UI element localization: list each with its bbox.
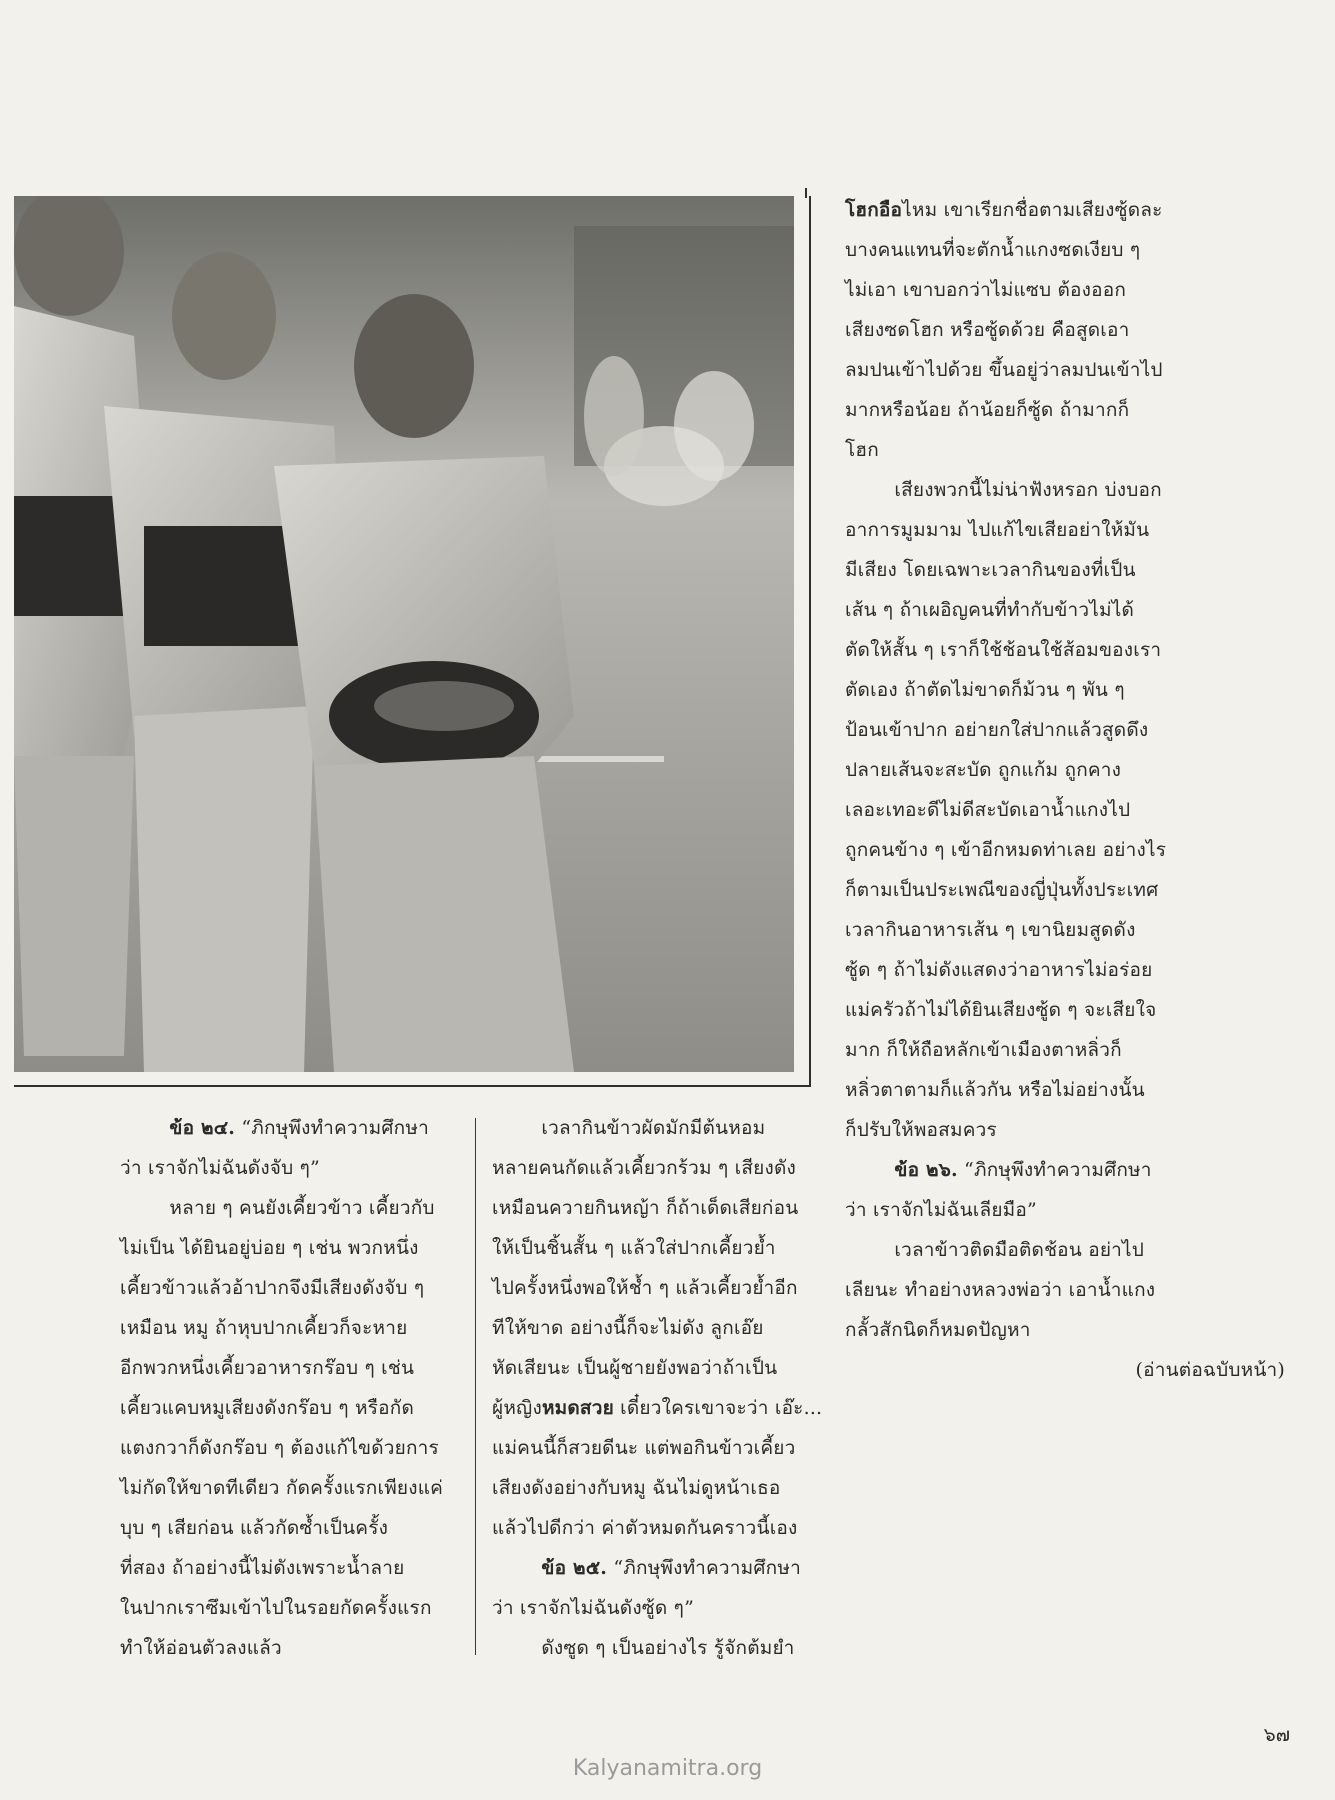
rule-26-heading-line bbox=[845, 1150, 1285, 1190]
frame-corner-rule bbox=[805, 188, 807, 198]
bold-term: หมดสวย bbox=[541, 1397, 614, 1419]
text-line: เสียงดังอย่างกับหมู ฉันไม่ดูหน้าเธอ bbox=[492, 1477, 781, 1499]
text-line bbox=[845, 190, 1285, 230]
photo-illustration-icon bbox=[14, 196, 794, 1072]
rule-26-heading: ข้อ ๒๖. bbox=[894, 1159, 958, 1181]
text-line: ไม่เป็น ได้ยินอยู่บ่อย ๆ เช่น พวกหนึ่ง bbox=[120, 1237, 419, 1259]
text-line: เหมือนควายกินหญ้า ก็ถ้าเด็ดเสียก่อน bbox=[492, 1197, 799, 1219]
text-line: เวลาข้าวติดมือติดช้อน อย่าไป bbox=[894, 1239, 1145, 1261]
text-line: ในปากเราซึมเข้าไปในรอยกัดครั้งแรก bbox=[120, 1597, 432, 1619]
text-line bbox=[492, 1388, 837, 1428]
text-line: ให้เป็นชิ้นสั้น ๆ แล้วใส่ปากเคี้ยวย้ำ bbox=[492, 1237, 776, 1259]
text-line: ไม่กัดให้ขาดทีเดียว กัดครั้งแรกเพียงแค่ bbox=[120, 1477, 444, 1499]
text-line: ป้อนเข้าปาก อย่ายกใส่ปากแล้วสูดดึง bbox=[845, 719, 1149, 741]
text-line: หลิ่วตาตามก็แล้วกัน หรือไม่อย่างนั้น bbox=[845, 1079, 1145, 1101]
text-line: หัดเสียนะ เป็นผู้ชายยังพอว่าถ้าเป็น bbox=[492, 1357, 778, 1379]
text-line: ดังซูด ๆ เป็นอย่างไร รู้จักต้มยำ bbox=[541, 1637, 795, 1659]
text-line: ทำให้อ่อนตัวลงแล้ว bbox=[120, 1637, 282, 1659]
text-line: เลียนะ ทำอย่างหลวงพ่อว่า เอาน้ำแกง bbox=[845, 1279, 1156, 1301]
text-line: เสียงพวกนี้ไม่น่าฟังหรอก บ่งบอก bbox=[894, 479, 1162, 501]
text-line: เลอะเทอะดีไม่ดีสะบัดเอาน้ำแกงไป bbox=[845, 799, 1131, 821]
text-line: ซู้ด ๆ ถ้าไม่ดังแสดงว่าอาหารไม่อร่อย bbox=[845, 959, 1153, 981]
text-line: หลายคนกัดแล้วเคี้ยวกร้วม ๆ เสียงดัง bbox=[492, 1157, 796, 1179]
text-line: ว่า เราจักไม่ฉันดังจับ ๆ” bbox=[120, 1157, 320, 1179]
text-line: ไม่เอา เขาบอกว่าไม่แซบ ต้องออก bbox=[845, 279, 1127, 301]
rule-25-heading: ข้อ ๒๕. bbox=[541, 1557, 608, 1579]
text-line: เหมือน หมู ถ้าหุบปากเคี้ยวก็จะหาย bbox=[120, 1317, 408, 1339]
text-line: ลมปนเข้าไปด้วย ขึ้นอยู่ว่าลมปนเข้าไป bbox=[845, 359, 1163, 381]
monks-alms-round-photo bbox=[14, 196, 794, 1072]
text-line: หลาย ๆ คนยังเคี้ยวข้าว เคี้ยวกับ bbox=[169, 1197, 435, 1219]
continued-note: (อ่านต่อฉบับหน้า) bbox=[1135, 1359, 1285, 1381]
text-line: แตงกวาก็ดังกร๊อบ ๆ ต้องแก้ไขด้วยการ bbox=[120, 1437, 439, 1459]
text-line: ไปครั้งหนึ่งพอให้ช้ำ ๆ แล้วเคี้ยวย้ำอีก bbox=[492, 1277, 798, 1299]
text-line: ที่สอง ถ้าอย่างนี้ไม่ดังเพราะน้ำลาย bbox=[120, 1557, 405, 1579]
rule-24-heading-line bbox=[120, 1108, 465, 1148]
rule-26-quote: “ภิกษุพึงทำความศึกษา bbox=[957, 1159, 1152, 1181]
text-line: เคี้ยวข้าวแล้วอ้าปากจึงมีเสียงดังจับ ๆ bbox=[120, 1277, 425, 1299]
column-divider bbox=[475, 1118, 476, 1655]
rule-25-heading-line bbox=[492, 1548, 837, 1588]
text-span: ผู้หญิง bbox=[492, 1397, 542, 1419]
page-number: ๖๗ bbox=[1263, 1724, 1290, 1746]
text-line: เคี้ยวแคบหมูเสียงดังกร๊อบ ๆ หรือกัด bbox=[120, 1397, 415, 1419]
left-column bbox=[120, 1108, 465, 1668]
rule-24-quote: “ภิกษุพึงทำความศึกษา bbox=[235, 1117, 429, 1139]
text-line: ว่า เราจักไม่ฉันเลียมือ” bbox=[845, 1199, 1037, 1221]
text-line: ปลายเส้นจะสะบัด ถูกแก้ม ถูกคาง bbox=[845, 759, 1122, 781]
text-line: โฮก bbox=[845, 439, 879, 461]
text-line: เวลากินข้าวผัดมักมีต้นหอม bbox=[541, 1117, 766, 1139]
text-line: แม่คนนี้ก็สวยดีนะ แต่พอกินข้าวเคี้ยว bbox=[492, 1437, 796, 1459]
text-line: เวลากินอาหารเส้น ๆ เขานิยมสูดดัง bbox=[845, 919, 1136, 941]
rule-25-quote: “ภิกษุพึงทำความศึกษา bbox=[607, 1557, 801, 1579]
text-line: เส้น ๆ ถ้าเผอิญคนที่ทำกับข้าวไม่ได้ bbox=[845, 599, 1135, 621]
text-line: ก็ปรับให้พอสมควร bbox=[845, 1119, 997, 1141]
text-line: มากหรือน้อย ถ้าน้อยก็ซู้ด ถ้ามากก็ bbox=[845, 399, 1130, 421]
text-line: อีกพวกหนึ่งเคี้ยวอาหารกร๊อบ ๆ เช่น bbox=[120, 1357, 415, 1379]
rule-24-heading: ข้อ ๒๔. bbox=[169, 1117, 236, 1139]
text-line: กลั้วสักนิดก็หมดปัญหา bbox=[845, 1319, 1031, 1341]
text-line: อาการมูมมาม ไปแก้ไขเสียอย่าให้มัน bbox=[845, 519, 1150, 541]
text-line: แม่ครัวถ้าไม่ได้ยินเสียงซู้ด ๆ จะเสียใจ bbox=[845, 999, 1157, 1021]
right-column bbox=[845, 190, 1285, 1390]
text-line: ตัดให้สั้น ๆ เราก็ใช้ช้อนใช้ส้อมของเรา bbox=[845, 639, 1162, 661]
text-line: เสียงซดโฮก หรือซู้ดด้วย คือสูดเอา bbox=[845, 319, 1130, 341]
text-line: ตัดเอง ถ้าตัดไม่ขาดก็ม้วน ๆ พัน ๆ bbox=[845, 679, 1125, 701]
text-line: แล้วไปดีกว่า ค่าตัวหมดกันคราวนี้เอง bbox=[492, 1517, 798, 1539]
footer-watermark: Kalyanamitra.org bbox=[572, 1756, 763, 1781]
text-line: บางคนแทนที่จะตักน้ำแกงซดเงียบ ๆ bbox=[845, 239, 1141, 261]
text-span: ไหม เขาเรียกชื่อตามเสียงซู้ดละ bbox=[902, 199, 1163, 221]
text-line: มีเสียง โดยเฉพาะเวลากินของที่เป็น bbox=[845, 559, 1136, 581]
middle-column bbox=[492, 1108, 837, 1668]
text-line: ก็ตามเป็นประเพณีของญี่ปุ่นทั้งประเทศ bbox=[845, 879, 1159, 901]
text-line: มาก ก็ให้ถือหลักเข้าเมืองตาหลิ่วก็ bbox=[845, 1039, 1122, 1061]
text-line: บุบ ๆ เสียก่อน แล้วกัดซ้ำเป็นครั้ง bbox=[120, 1517, 389, 1539]
text-line: ทีให้ขาด อย่างนี้ก็จะไม่ดัง ลูกเอ๊ย bbox=[492, 1317, 764, 1339]
text-span: เดี๋ยวใครเขาจะว่า เอ๊ะ... bbox=[613, 1397, 823, 1419]
bold-term: โฮกอือ bbox=[845, 199, 903, 221]
text-line: ว่า เราจักไม่ฉันดังซู้ด ๆ” bbox=[492, 1597, 695, 1619]
text-line: ถูกคนข้าง ๆ เข้าอีกหมดท่าเลย อย่างไร bbox=[845, 839, 1167, 861]
